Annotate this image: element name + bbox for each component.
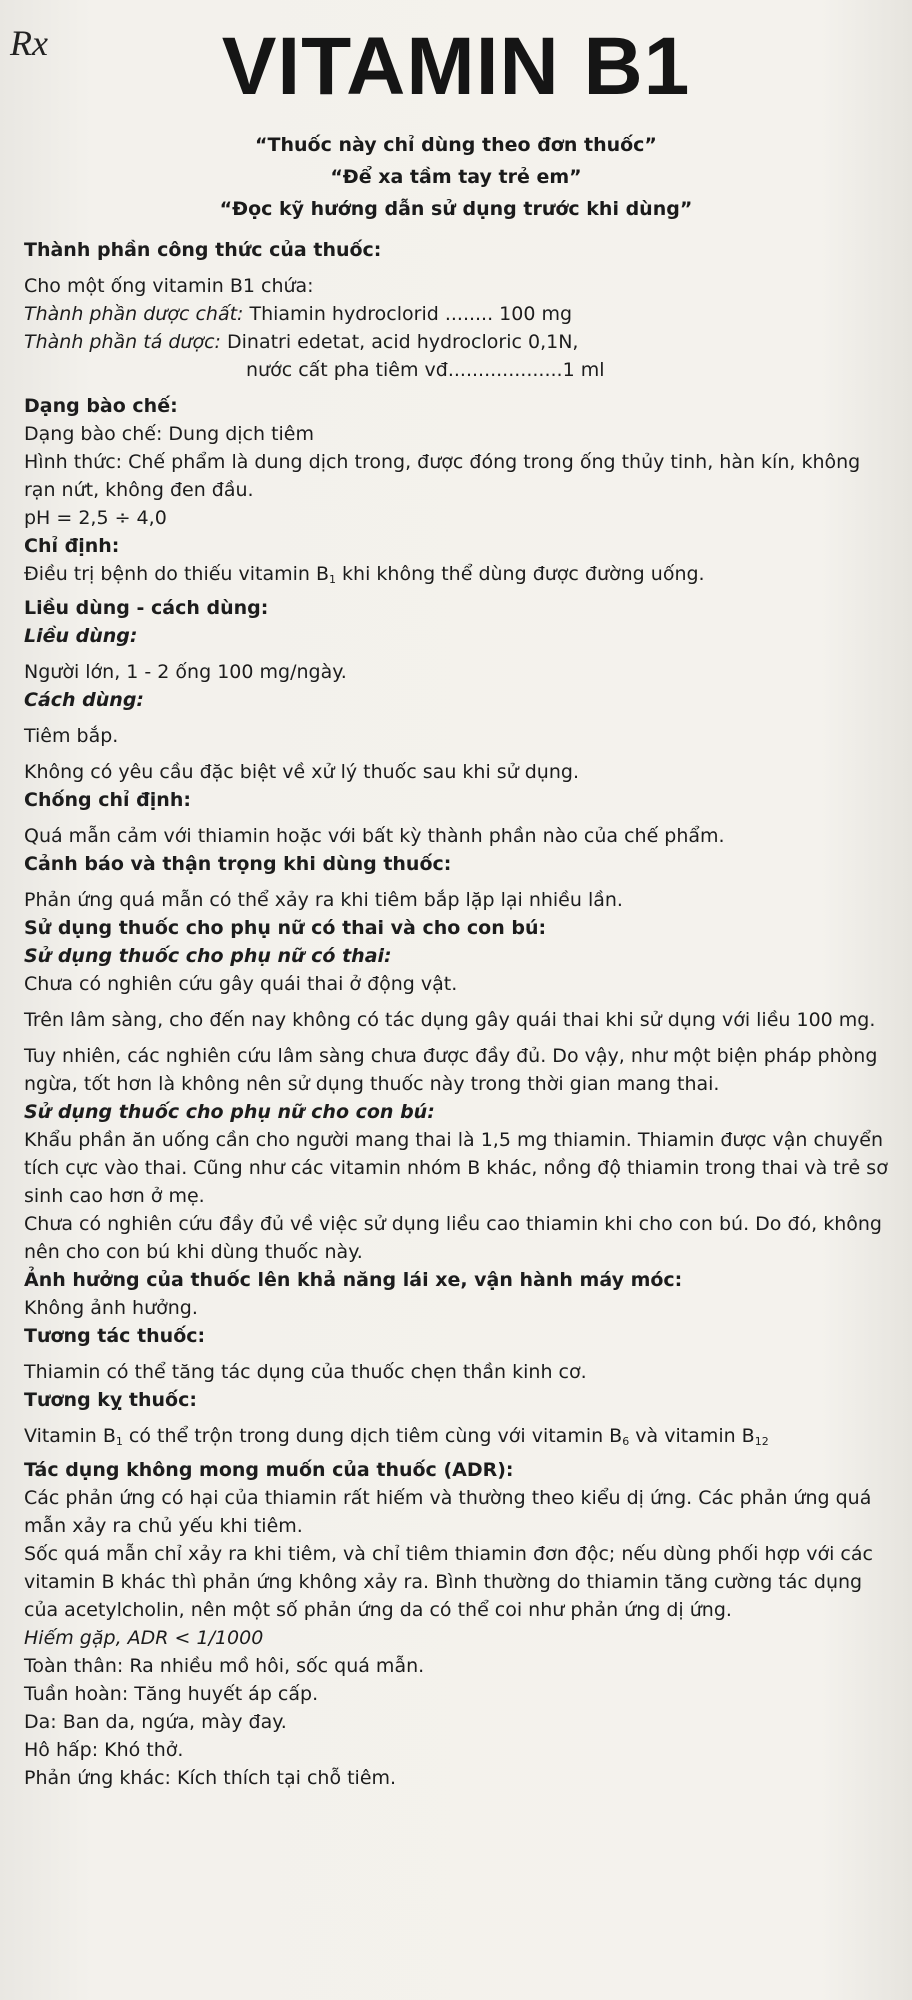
adr-text-2: Sốc quá mẫn chỉ xảy ra khi tiêm, và chỉ tiêm thiamin đơn độc; nếu dùng phối hợp với các vitamin B khác thì phản ứng không xảy ra. Bình thường do thiamin tăng cường tác dụng của acetylcholin, nên một số phản ứng da có thể coi như phản ứng dị ứng. <box>24 1543 873 1621</box>
indication-text-b: khi không thể dùng được đường uống. <box>336 563 705 585</box>
rx-mark: Rx <box>10 23 48 63</box>
children-warning: “Để xa tầm tay trẻ em” <box>330 166 582 188</box>
incompat-s1: 1 <box>115 1435 123 1448</box>
dose-text: Người lớn, 1 - 2 ống 100 mg/ngày. <box>24 661 347 683</box>
dose-heading: Liều dùng: <box>24 625 138 647</box>
incompat-s3: 12 <box>754 1435 769 1448</box>
incompatibility-text <box>24 1422 896 1456</box>
contraindication-heading: Chống chỉ định: <box>24 789 191 811</box>
dosage-form-text: Dạng bào chế: Dung dịch tiêm <box>24 423 315 445</box>
dosage-heading: Liều dùng - cách dùng: <box>24 597 269 619</box>
adr-text-1: Các phản ứng có hại của thiamin rất hiếm và thường theo kiểu dị ứng. Các phản ứng quá mẫn xảy ra chủ yếu khi tiêm. <box>24 1487 872 1537</box>
product-title: VITAMIN B1 <box>221 21 691 112</box>
indication-heading: Chỉ định: <box>24 535 120 557</box>
lactation-text-1: Khẩu phần ăn uống cần cho người mang thai là 1,5 mg thiamin. Thiamin được vận chuyển tích cực vào thai. Cũng như các vitamin nhóm B khác, nồng độ thiamin trong thai và trẻ sơ sinh cao hơn ở mẹ. <box>24 1129 888 1207</box>
adr-rare-heading: Hiếm gặp, ADR < 1/1000 <box>24 1627 264 1649</box>
pregnancy-text-3: Tuy nhiên, các nghiên cứu lâm sàng chưa được đầy đủ. Do vậy, như một biện pháp phòng ngừa, tốt hơn là không nên sử dụng thuốc này trong thời gian mang thai. <box>24 1045 878 1095</box>
appearance-text: Hình thức: Chế phẩm là dung dịch trong, được đóng trong ống thủy tinh, hàn kín, không rạn nứt, không đen đầu. <box>24 451 861 501</box>
adr-heading: Tác dụng không mong muốn của thuốc (ADR): <box>24 1459 514 1481</box>
active-label: Thành phần dược chất: <box>24 303 244 325</box>
incompat-t3: và vitamin B <box>629 1425 755 1447</box>
pregnancy-text-2: Trên lâm sàng, cho đến nay không có tác dụng gây quái thai khi sử dụng với liều 100 mg. <box>24 1009 876 1031</box>
excipient-label: Thành phần tá dược: <box>24 331 221 353</box>
adr-list-2: Tuần hoàn: Tăng huyết áp cấp. <box>24 1683 319 1705</box>
excipients <box>24 328 896 356</box>
excipient-value: Dinatri edetat, acid hydrocloric 0,1N, <box>220 331 579 353</box>
pregnancy-subheading: Sử dụng thuốc cho phụ nữ có thai: <box>24 945 392 967</box>
adr-list-3: Da: Ban da, ngứa, mày đay. <box>24 1711 287 1733</box>
active-ingredient <box>24 300 896 328</box>
composition-intro: Cho một ống vitamin B1 chứa: <box>24 275 314 297</box>
prescription-warning: “Thuốc này chỉ dùng theo đơn thuốc” <box>255 134 657 156</box>
leaflet-body <box>24 236 896 1792</box>
pregnancy-heading: Sử dụng thuốc cho phụ nữ có thai và cho con bú: <box>24 917 547 939</box>
pregnancy-text-1: Chưa có nghiên cứu gây quái thai ở động vật. <box>24 973 458 995</box>
lactation-text-2: Chưa có nghiên cứu đầy đủ về việc sử dụng liều cao thiamin khi cho con bú. Do đó, không nên cho con bú khi dùng thuốc này. <box>24 1213 882 1263</box>
method-text-1: Tiêm bắp. <box>24 725 119 747</box>
incompatibility-heading: Tương kỵ thuốc: <box>24 1389 197 1411</box>
adr-list-4: Hô hấp: Khó thở. <box>24 1739 184 1761</box>
adr-list-1: Toàn thân: Ra nhiều mồ hôi, sốc quá mẫn. <box>24 1655 425 1677</box>
incompat-t2: có thể trộn trong dung dịch tiêm cùng với vitamin B <box>122 1425 623 1447</box>
warning-heading: Cảnh báo và thận trọng khi dùng thuốc: <box>24 853 452 875</box>
ph-text: pH = 2,5 ÷ 4,0 <box>24 507 167 529</box>
incompat-s2: 6 <box>622 1435 630 1448</box>
composition-heading: Thành phần công thức của thuốc: <box>24 239 382 261</box>
active-value: Thiamin hydroclorid ........ 100 mg <box>243 303 573 325</box>
method-text-2: Không có yêu cầu đặc biệt về xử lý thuốc sau khi sử dụng. <box>24 761 579 783</box>
lactation-subheading: Sử dụng thuốc cho phụ nữ cho con bú: <box>24 1101 435 1123</box>
method-heading: Cách dùng: <box>24 689 145 711</box>
driving-heading: Ảnh hưởng của thuốc lên khả năng lái xe, vận hành máy móc: <box>24 1269 683 1291</box>
indication-subscript: 1 <box>329 573 337 586</box>
contraindication-text: Quá mẫn cảm với thiamin hoặc với bất kỳ thành phần nào của chế phẩm. <box>24 825 725 847</box>
excipient-value-cont: nước cất pha tiêm vđ...................1 ml <box>246 359 605 381</box>
driving-text: Không ảnh hưởng. <box>24 1297 198 1319</box>
dosage-form-heading: Dạng bào chế: <box>24 395 178 417</box>
indication-text-a: Điều trị bệnh do thiếu vitamin B <box>24 563 330 585</box>
read-instructions-warning: “Đọc kỹ hướng dẫn sử dụng trước khi dùng” <box>219 198 693 220</box>
interaction-text: Thiamin có thể tăng tác dụng của thuốc chẹn thần kinh cơ. <box>24 1361 587 1383</box>
incompat-t1: Vitamin B <box>24 1425 116 1447</box>
interaction-heading: Tương tác thuốc: <box>24 1325 206 1347</box>
indication-text <box>24 560 896 594</box>
warning-text: Phản ứng quá mẫn có thể xảy ra khi tiêm bắp lặp lại nhiều lần. <box>24 889 623 911</box>
adr-list-5: Phản ứng khác: Kích thích tại chỗ tiêm. <box>24 1767 397 1789</box>
